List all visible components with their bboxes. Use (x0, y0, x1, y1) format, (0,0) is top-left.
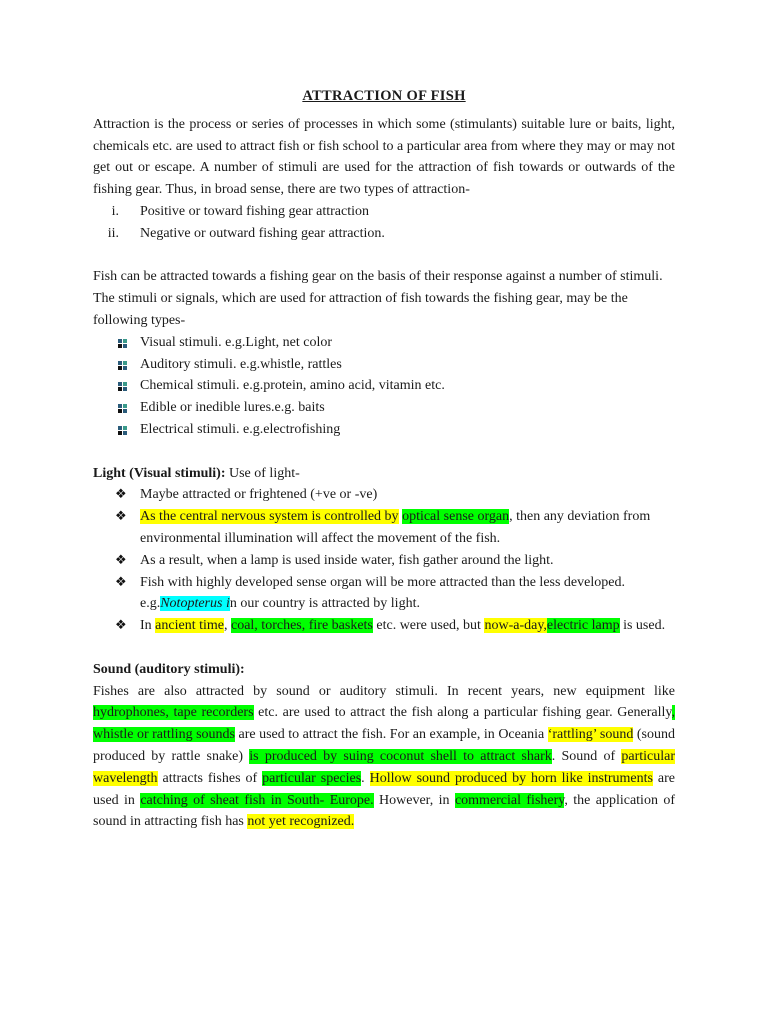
highlighted-text: is produced by suing coconut shell to attract shark (249, 748, 552, 764)
diamond-bullet-icon: ❖ (115, 552, 127, 568)
spacer (93, 637, 675, 659)
list-item (93, 506, 675, 550)
list-item (93, 615, 675, 637)
highlighted-text: ancient time (155, 618, 224, 634)
text-run: , the application of sound in attracting fish has (93, 792, 675, 830)
highlighted-text: hydrophones, tape recorders (93, 705, 254, 721)
text-run: are used to attract the fish. For an example, in Oceania (234, 727, 548, 743)
spacer (93, 245, 675, 267)
highlighted-text: commercial fishery (454, 792, 565, 808)
list-item (93, 375, 675, 397)
list-number: ii. (107, 225, 119, 241)
section-heading: Sound (auditory stimuli): (93, 661, 245, 677)
highlighted-text: catching of sheat fish in South- Europe. (140, 792, 374, 808)
light-heading-line (93, 463, 675, 485)
list-item-text: etc. were used, but (372, 618, 485, 634)
highlighted-text: particular wavelength (93, 748, 676, 786)
highlighted-text: optical sense organ (402, 509, 510, 525)
list-item-text: Positive or toward fishing gear attraction (140, 203, 369, 219)
list-item-text: is used. (619, 618, 666, 634)
text-run: attracts fishes of (157, 770, 263, 786)
list-item (93, 484, 675, 506)
list-item-text: Visual stimuli. e.g.Light, net color (140, 334, 333, 350)
diamond-bullet-icon: ❖ (115, 618, 127, 634)
highlighted-text: Hollow sound produced by horn like instruments (369, 770, 653, 786)
highlighted-text: electric lamp (546, 618, 620, 634)
highlighted-text: ‘rattling’ sound (547, 727, 634, 743)
list-item-text: As a result, when a lamp is used inside water, fish gather around the light. (140, 552, 554, 568)
list-item (93, 550, 675, 572)
list-item (93, 223, 675, 245)
text-run: Fishes are also attracted by sound or auditory stimuli. In recent years, new equipment like (93, 683, 675, 699)
stimuli-list (93, 332, 675, 441)
highlighted-species-name: Notopterus i (160, 596, 230, 612)
document-body (93, 86, 675, 833)
list-item (93, 419, 675, 441)
light-list (93, 484, 675, 637)
attraction-types-list (93, 201, 675, 245)
text-run: . (361, 770, 370, 786)
list-item-text: In (140, 618, 156, 634)
text-run: However, in (373, 792, 455, 808)
text-run: . Sound of (551, 748, 622, 764)
sound-paragraph (93, 681, 675, 834)
list-item-text: Maybe attracted or frightened (+ve or -ve) (140, 487, 378, 503)
square-bullet-icon (118, 404, 127, 413)
list-item-text: Electrical stimuli. e.g.electrofishing (140, 421, 341, 437)
list-item (93, 572, 675, 616)
text-run: etc. are used to attract the fish along a particular fishing gear. Generally (253, 705, 672, 721)
square-bullet-icon (118, 339, 127, 348)
page-title: ATTRACTION OF FISH (302, 88, 466, 104)
highlighted-text: now-a-day, (484, 618, 547, 634)
list-item-text: , (223, 618, 231, 634)
list-item-text: n our country is attracted by light. (229, 596, 420, 612)
highlighted-text: , whistle or rattling sounds (93, 705, 676, 743)
stimuli-intro-paragraph: Fish can be attracted towards a fishing gear on the basis of their response against a number of stimuli. The stimuli or signals, which are used for attraction of fish towards the fishing gear, may be the following types- (93, 269, 663, 328)
text-run: are used in (93, 770, 676, 808)
list-item-text: Chemical stimuli. e.g.protein, amino acid, vitamin etc. (140, 378, 445, 394)
list-item-text: Edible or inedible lures.e.g. baits (140, 400, 325, 416)
square-bullet-icon (118, 426, 127, 435)
highlighted-text: coal, torches, fire baskets (230, 618, 373, 634)
spacer (93, 441, 675, 463)
list-item (93, 397, 675, 419)
list-item (93, 354, 675, 376)
list-item-text: , then any deviation from environmental illumination will affect the movement of the fish. (140, 509, 651, 546)
diamond-bullet-icon: ❖ (115, 509, 127, 525)
square-bullet-icon (118, 382, 127, 391)
list-number: i. (111, 203, 119, 219)
diamond-bullet-icon: ❖ (115, 487, 127, 503)
list-item-text: Negative or outward fishing gear attraction. (140, 225, 385, 241)
list-item-text: Fish with highly developed sense organ will be more attracted than the less developed. e.g. (140, 574, 625, 612)
highlighted-text: particular species (262, 770, 362, 786)
heading-note: Use of light- (225, 465, 300, 481)
square-bullet-icon (118, 361, 127, 370)
list-item (93, 201, 675, 223)
highlighted-text: As the central nervous system is controlled by (140, 509, 399, 525)
intro-paragraph: Attraction is the process or series of processes in which some (stimulants) suitable lure or baits, light, chemicals etc. are used to attract fish or fish school to a particular area from where they may or may not get out or escape. A number of stimuli are used for the attraction of fish towards or outwards of the fishing gear. Thus, in broad sense, there are two types of attraction- (93, 116, 675, 198)
diamond-bullet-icon: ❖ (115, 574, 127, 590)
section-heading: Light (Visual stimuli): (93, 465, 226, 481)
text-run: (sound produced by rattle snake) (93, 727, 675, 764)
list-item-text: Auditory stimuli. e.g.whistle, rattles (140, 356, 342, 372)
list-item (93, 332, 675, 354)
highlighted-text: not yet recognized. (247, 814, 355, 830)
